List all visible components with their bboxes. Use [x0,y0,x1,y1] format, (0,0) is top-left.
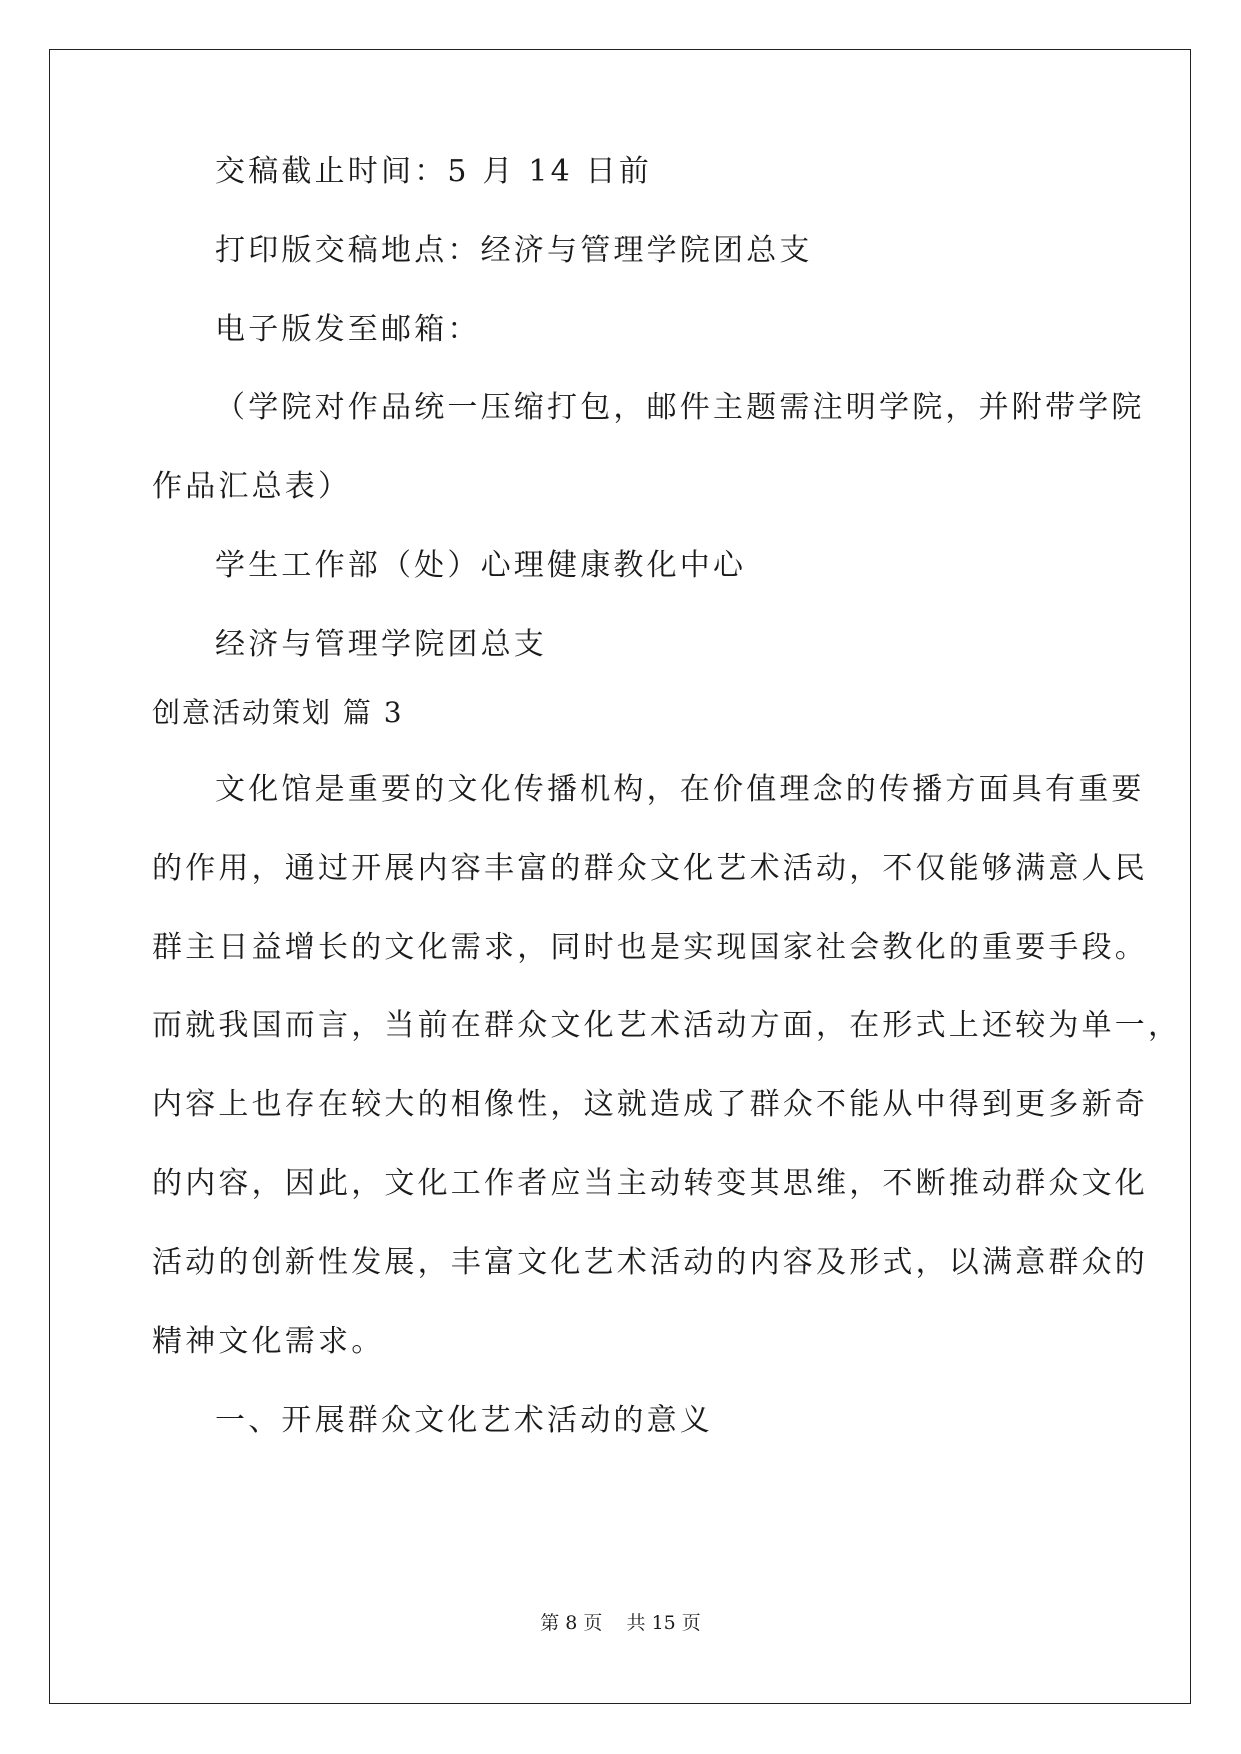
paragraph-line: 群主日益增长的文化需求，同时也是实现国家社会教化的重要手段。 [152,930,1148,965]
paragraph-line: 而就我国而言，当前在群众文化艺术活动方面，在形式上还较为单一， [152,1008,1182,1043]
subheading: 一、开展群众文化艺术活动的意义 [215,1403,713,1438]
paragraph-line: 活动的创新性发展，丰富文化艺术活动的内容及形式，以满意群众的 [152,1245,1148,1280]
organizer-1: 学生工作部（处）心理健康教化中心 [215,548,747,583]
email-text: 电子版发至邮箱： [215,312,481,347]
print-location-text: 打印版交稿地点：经济与管理学院团总支 [215,233,813,268]
note-text-line-1: （学院对作品统一压缩打包，邮件主题需注明学院，并附带学院 [215,390,1145,425]
paragraph-line: 精神文化需求。 [152,1324,385,1359]
paragraph-line: 的作用，通过开展内容丰富的群众文化艺术活动，不仅能够满意人民 [152,851,1148,886]
page-number-footer: 第 8 页 共 15 页 [540,1612,701,1634]
paragraph-line: 的内容，因此，文化工作者应当主动转变其思维，不断推动群众文化 [152,1166,1148,1201]
note-text-line-2: 作品汇总表） [152,469,352,504]
paragraph-line: 内容上也存在较大的相像性，这就造成了群众不能从中得到更多新奇 [152,1087,1148,1122]
organizer-2: 经济与管理学院团总支 [215,627,547,662]
section-heading: 创意活动策划 篇 3 [152,696,404,729]
deadline-text: 交稿截止时间：5 月 14 日前 [215,154,653,189]
paragraph-line: 文化馆是重要的文化传播机构，在价值理念的传播方面具有重要 [215,772,1145,807]
